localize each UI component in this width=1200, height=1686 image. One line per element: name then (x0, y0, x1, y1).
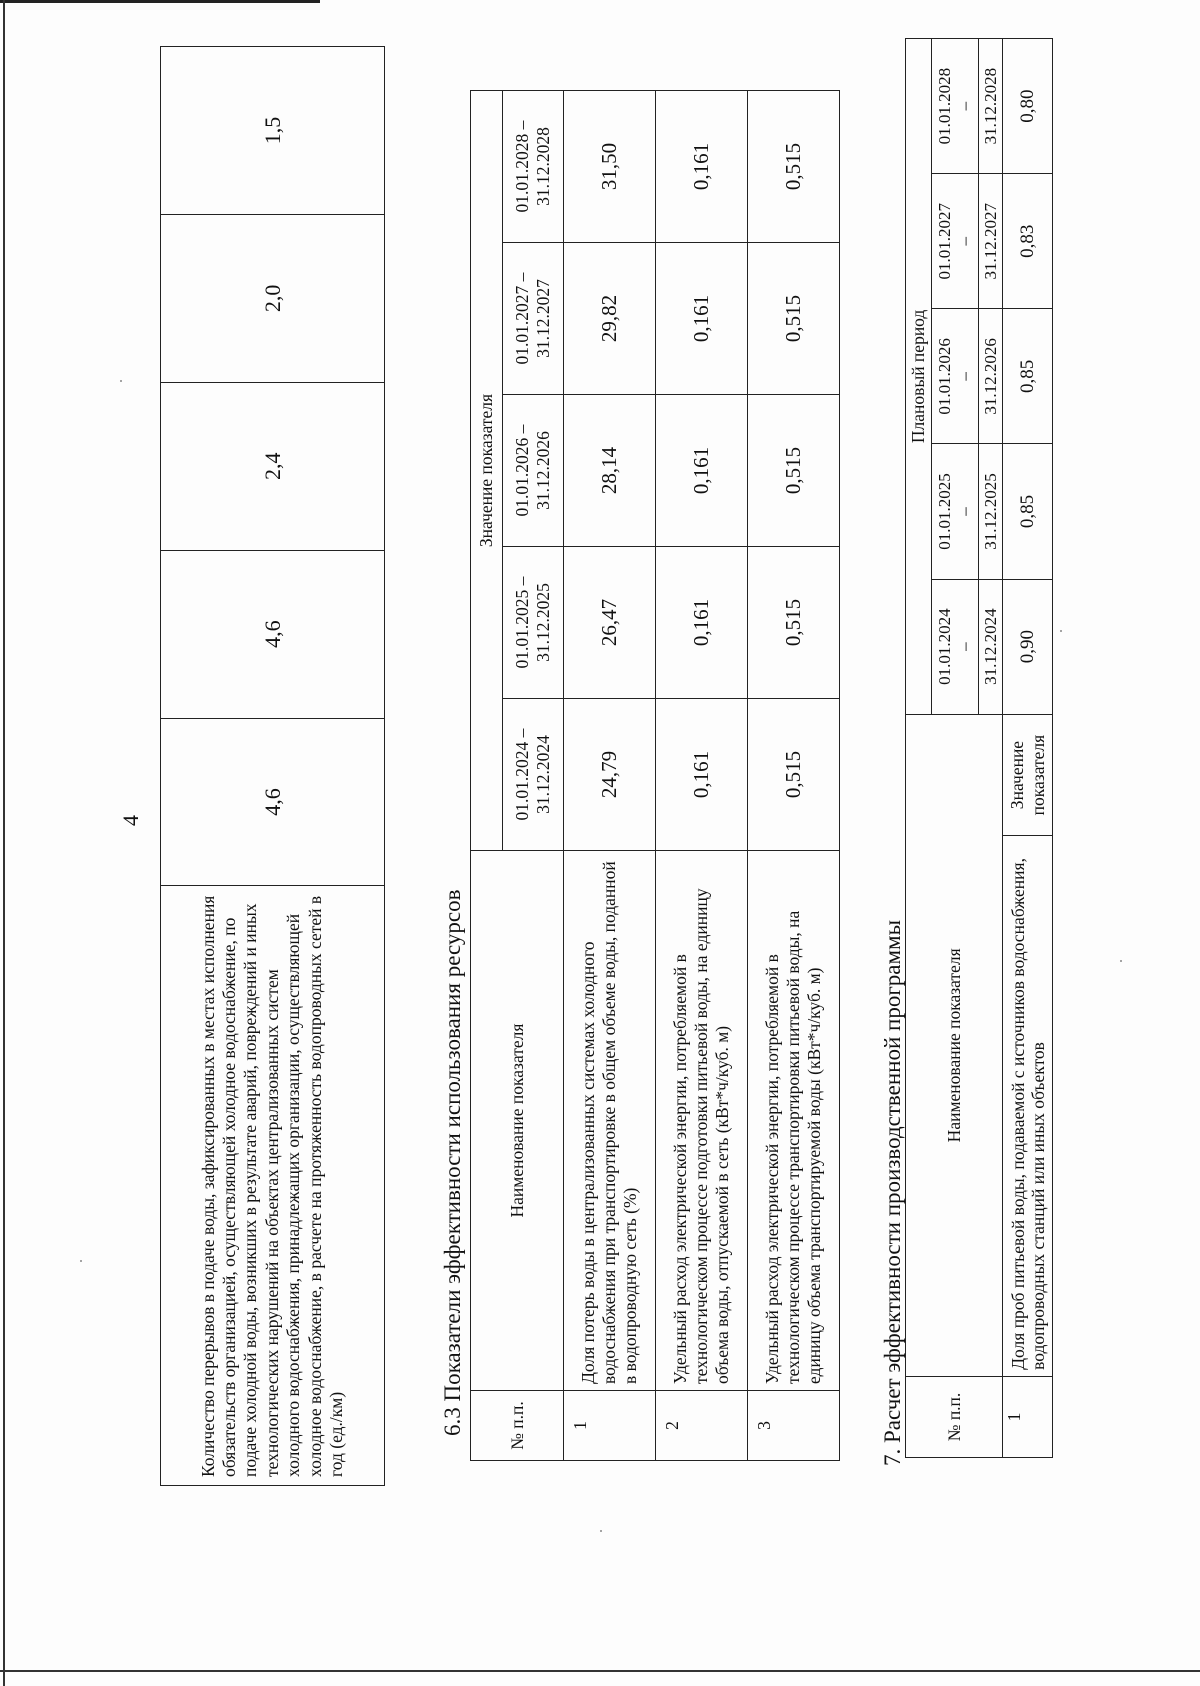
row-number: 2 (656, 1391, 748, 1461)
value-cell: 26,47 (564, 547, 656, 699)
period-header: 01.01.2026 – (932, 309, 978, 444)
value-cell: 4,6 (161, 550, 385, 718)
value-cell: 0,515 (748, 90, 840, 242)
indicator-name: Количество перерывов в подаче воды, зафиксированных в местах исполнения обязательств организацией, осуществляющей холодное водоснабжение, по подаче холодной воды, возникших в результате аварий, повреждений и иных технологических нарушений на объектах централизованных систем холодного водоснабжения, принадлежащих организации, осуществляющей холодное водоснабжение, в расчете на протяженность водопроводных сетей в год (ед./км) (161, 886, 385, 1486)
column-header-name: Наименование показателя (906, 714, 1003, 1376)
value-cell: 0,515 (748, 395, 840, 547)
section-title-7: 7. Расчет эффективности производственной программы (880, 919, 905, 1466)
resource-efficiency-table (470, 90, 840, 1461)
period-end: 31.12.2027 (978, 174, 1003, 309)
period-header: 01.01.2024 – 31.12.2024 (503, 699, 564, 851)
period-end: 31.12.2024 (978, 579, 1003, 714)
row-number: 1 (1003, 1376, 1053, 1457)
value-cell: 2,0 (161, 214, 385, 382)
value-cell: 0,515 (748, 699, 840, 851)
section-title-6-3: 6.3 Показатели эффективности использования ресурсов (440, 889, 465, 1436)
value-cell: 0,90 (1003, 579, 1053, 714)
value-cell: 0,515 (748, 547, 840, 699)
value-cell: 28,14 (564, 395, 656, 547)
column-header-value: Значение показателя (471, 90, 503, 850)
column-header-num: № п.п. (906, 1376, 1003, 1457)
period-header: 01.01.2027 – 31.12.2027 (503, 243, 564, 395)
interruptions-table (160, 46, 385, 1486)
page-number: 4 (118, 815, 143, 826)
value-cell: 0,80 (1003, 39, 1053, 174)
row-number: 3 (748, 1391, 840, 1461)
period-header: 01.01.2025 – 31.12.2025 (503, 547, 564, 699)
table-row (1003, 39, 1053, 1458)
row-number: 1 (564, 1391, 656, 1461)
period-end: 31.12.2028 (978, 39, 1003, 174)
table-header-row (906, 39, 932, 1458)
value-cell: 0,161 (656, 395, 748, 547)
period-header: 01.01.2028 – 31.12.2028 (503, 90, 564, 242)
value-cell: 0,85 (1003, 309, 1053, 444)
value-cell: 0,161 (656, 90, 748, 242)
period-header: 01.01.2028 – (932, 39, 978, 174)
column-header-plan: Плановый период (906, 39, 932, 715)
table-row (656, 90, 748, 1460)
indicator-name: Доля проб питьевой воды, подаваемой с источников водоснабжения, водопроводных станций или иных объектов (1003, 836, 1053, 1377)
table-row (161, 47, 385, 1486)
table-header-row (471, 90, 503, 1460)
period-header: 01.01.2024 – (932, 579, 978, 714)
value-cell: 0,161 (656, 547, 748, 699)
column-header-name: Наименование показателя (471, 851, 564, 1391)
indicator-name: Удельный расход электрической энергии, потребляемой в технологическом процессе подготовки питьевой воды, на единицу объема воды, отпускаемой в сеть (кВт*ч/куб. м) (656, 851, 748, 1391)
period-end: 31.12.2025 (978, 444, 1003, 579)
value-cell: 1,5 (161, 47, 385, 215)
table-row (748, 90, 840, 1460)
indicator-name: Доля потерь воды в централизованных системах холодного водоснабжения при транспортировке в общем объеме воды, поданной в водопроводную сеть (%) (564, 851, 656, 1391)
value-cell: 24,79 (564, 699, 656, 851)
column-header-num: № п.п. (471, 1391, 564, 1461)
value-cell: 0,85 (1003, 444, 1053, 579)
value-cell: 29,82 (564, 243, 656, 395)
value-cell: 0,161 (656, 699, 748, 851)
period-header: 01.01.2027 – (932, 174, 978, 309)
program-efficiency-table (905, 38, 1053, 1458)
period-end: 31.12.2026 (978, 309, 1003, 444)
value-cell: 31,50 (564, 90, 656, 242)
value-label: Значение показателя (1003, 714, 1053, 836)
value-cell: 2,4 (161, 382, 385, 550)
value-cell: 0,515 (748, 243, 840, 395)
table-row (564, 90, 656, 1460)
period-header: 01.01.2026 – 31.12.2026 (503, 395, 564, 547)
period-header: 01.01.2025 – (932, 444, 978, 579)
indicator-name: Удельный расход электрической энергии, потребляемой в технологическом процессе транспортировки питьевой воды, на единицу объема транспортируемой воды (кВт*ч/куб. м) (748, 851, 840, 1391)
value-cell: 0,161 (656, 243, 748, 395)
value-cell: 4,6 (161, 718, 385, 886)
value-cell: 0,83 (1003, 174, 1053, 309)
